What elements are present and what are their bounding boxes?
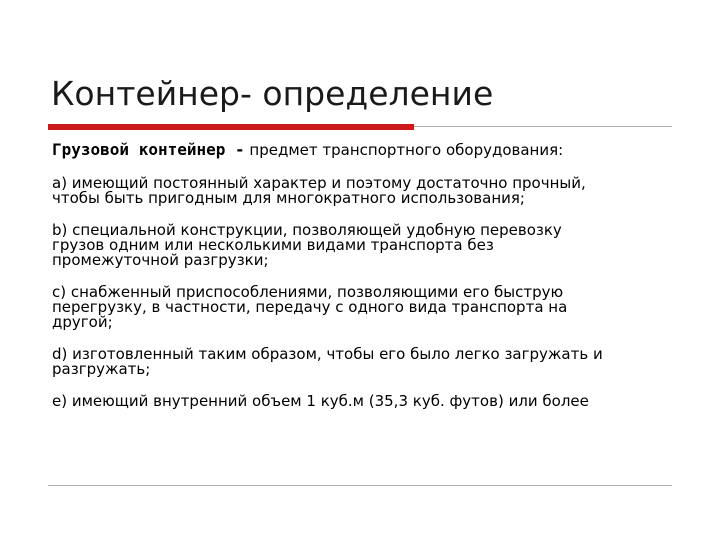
list-item-e: e) имеющий внутренний объем 1 куб.м (35,3 куб. футов) или более (52, 392, 589, 410)
list-item-b: b) специальной конструкции, позволяющей удобную перевозку грузов одним или несколькими видами транспорта без промежуточной разгрузки; (52, 221, 562, 269)
title-accent-bar (48, 124, 414, 130)
slide-body (52, 140, 682, 426)
definition-text: предмет транспортного оборудования: (244, 141, 564, 159)
definition-term: Грузовой контейнер - (52, 140, 245, 159)
list-item-a: a) имеющий постоянный характер и поэтому достаточно прочный, чтобы быть пригодным для многократного использования; (52, 174, 586, 207)
list-item-d: d) изготовленный таким образом, чтобы его было легко загружать и разгружать; (52, 345, 603, 378)
slide-title: Контейнер- определение (51, 74, 494, 113)
definition-line (52, 140, 682, 160)
list-item-c: c) снабженный приспособлениями, позволяющими его быструю перегрузку, в частности, передачу с одного вида транспорта на другой; (52, 283, 568, 331)
footer-divider-line (48, 485, 672, 486)
